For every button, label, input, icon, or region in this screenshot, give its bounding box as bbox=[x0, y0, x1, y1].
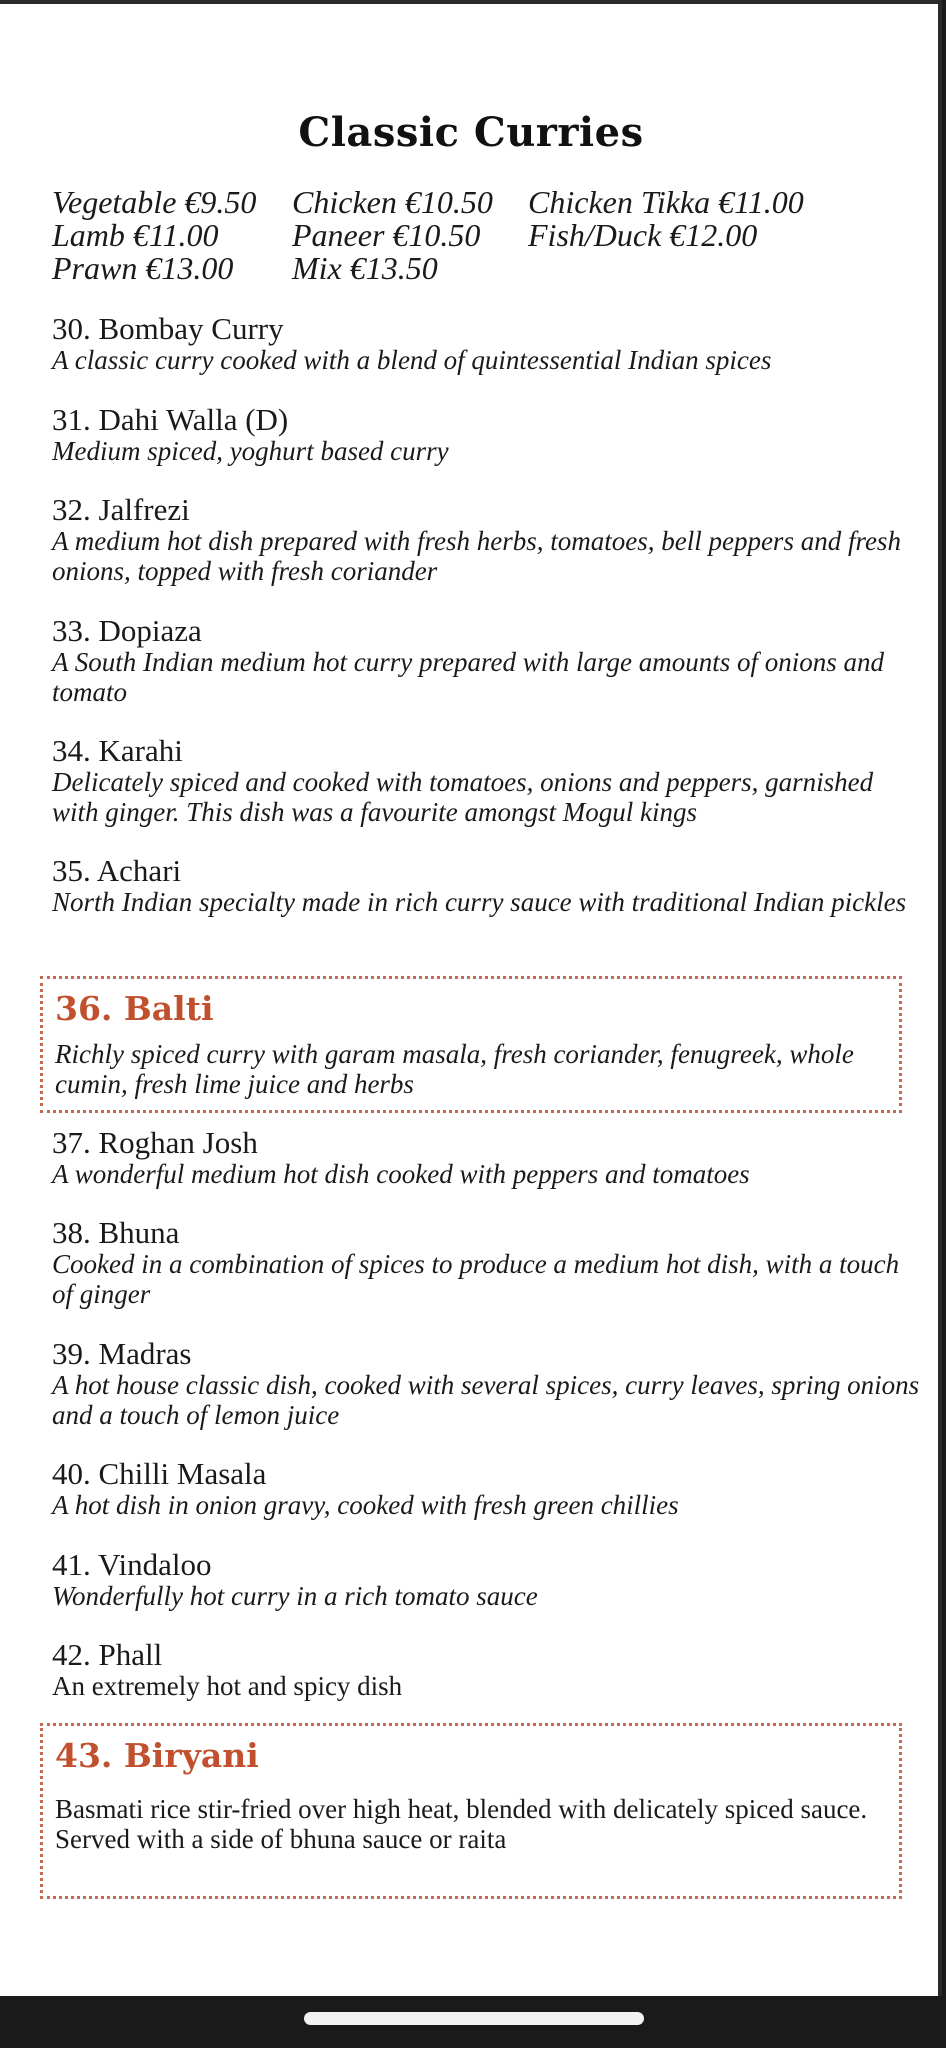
item-description: A wonderful medium hot dish cooked with peppers and tomatoes bbox=[52, 1159, 750, 1189]
price-prawn: Prawn €13.00 bbox=[52, 250, 234, 286]
featured-item-balti bbox=[40, 976, 902, 1113]
menu-item-roghan-josh bbox=[52, 1127, 922, 1189]
item-name: 33. Dopiaza bbox=[52, 613, 202, 648]
item-name: 34. Karahi bbox=[52, 733, 183, 768]
home-indicator[interactable] bbox=[304, 2012, 644, 2025]
item-description: A medium hot dish prepared with fresh herbs, tomatoes, bell peppers and fresh onions, topped with fresh coriander bbox=[52, 526, 901, 586]
price-mix: Mix €13.50 bbox=[292, 250, 438, 286]
item-name: 35. Achari bbox=[52, 853, 182, 888]
menu-item-bombay-curry bbox=[52, 313, 922, 375]
item-name: 38. Bhuna bbox=[52, 1215, 180, 1250]
item-description: A hot dish in onion gravy, cooked with fresh green chillies bbox=[52, 1490, 679, 1520]
item-name: 30. Bombay Curry bbox=[52, 311, 284, 346]
item-name: 43. Biryani bbox=[55, 1736, 259, 1775]
price-vegetable: Vegetable €9.50 bbox=[52, 184, 257, 220]
price-chicken: Chicken €10.50 bbox=[292, 184, 493, 220]
page-title: Classic Curries bbox=[298, 109, 644, 156]
item-name: 42. Phall bbox=[52, 1637, 163, 1672]
menu-item-bhuna bbox=[52, 1217, 922, 1309]
menu-item-chilli-masala bbox=[52, 1458, 922, 1520]
item-description: North Indian specialty made in rich curry sauce with traditional Indian pickles bbox=[52, 887, 907, 917]
price-chicken-tikka: Chicken Tikka €11.00 bbox=[528, 184, 804, 220]
item-name: 41. Vindaloo bbox=[52, 1547, 212, 1582]
item-name: 40. Chilli Masala bbox=[52, 1456, 267, 1491]
item-description: Medium spiced, yoghurt based curry bbox=[52, 436, 449, 466]
menu-item-jalfrezi bbox=[52, 494, 922, 586]
item-name: 37. Roghan Josh bbox=[52, 1125, 258, 1160]
item-description: A classic curry cooked with a blend of quintessential Indian spices bbox=[52, 345, 772, 375]
menu-item-phall bbox=[52, 1639, 922, 1701]
price-fish-duck: Fish/Duck €12.00 bbox=[528, 217, 758, 253]
item-description: An extremely hot and spicy dish bbox=[52, 1671, 403, 1701]
menu-item-karahi bbox=[52, 735, 922, 827]
item-description: Richly spiced curry with garam masala, fresh coriander, fenugreek, whole cumin, fresh lime juice and herbs bbox=[55, 1039, 854, 1099]
item-description: Cooked in a combination of spices to produce a medium hot dish, with a touch of ginger bbox=[52, 1249, 900, 1309]
item-name: 31. Dahi Walla (D) bbox=[52, 402, 289, 437]
menu-item-vindaloo bbox=[52, 1549, 922, 1611]
price-lamb: Lamb €11.00 bbox=[52, 217, 219, 253]
item-name: 39. Madras bbox=[52, 1336, 192, 1371]
item-description: A hot house classic dish, cooked with several spices, curry leaves, spring onions and a touch of lemon juice bbox=[52, 1370, 920, 1430]
item-description: Wonderfully hot curry in a rich tomato sauce bbox=[52, 1581, 538, 1611]
menu-item-madras bbox=[52, 1338, 922, 1430]
price-paneer: Paneer €10.50 bbox=[292, 217, 481, 253]
item-description: A South Indian medium hot curry prepared with large amounts of onions and tomato bbox=[52, 647, 884, 707]
featured-item-biryani bbox=[40, 1723, 902, 1899]
item-description: Delicately spiced and cooked with tomatoes, onions and peppers, garnished with ginger. This dish was a favourite amongst Mogul kings bbox=[52, 767, 874, 827]
item-name: 32. Jalfrezi bbox=[52, 492, 190, 527]
menu-item-achari bbox=[52, 855, 922, 917]
menu-item-dahi-walla bbox=[52, 404, 922, 466]
item-name: 36. Balti bbox=[55, 989, 214, 1028]
item-description: Basmati rice stir-fried over high heat, blended with delicately spiced sauce. Served with a side of bhuna sauce or raita bbox=[55, 1794, 868, 1854]
menu-item-dopiaza bbox=[52, 615, 922, 707]
